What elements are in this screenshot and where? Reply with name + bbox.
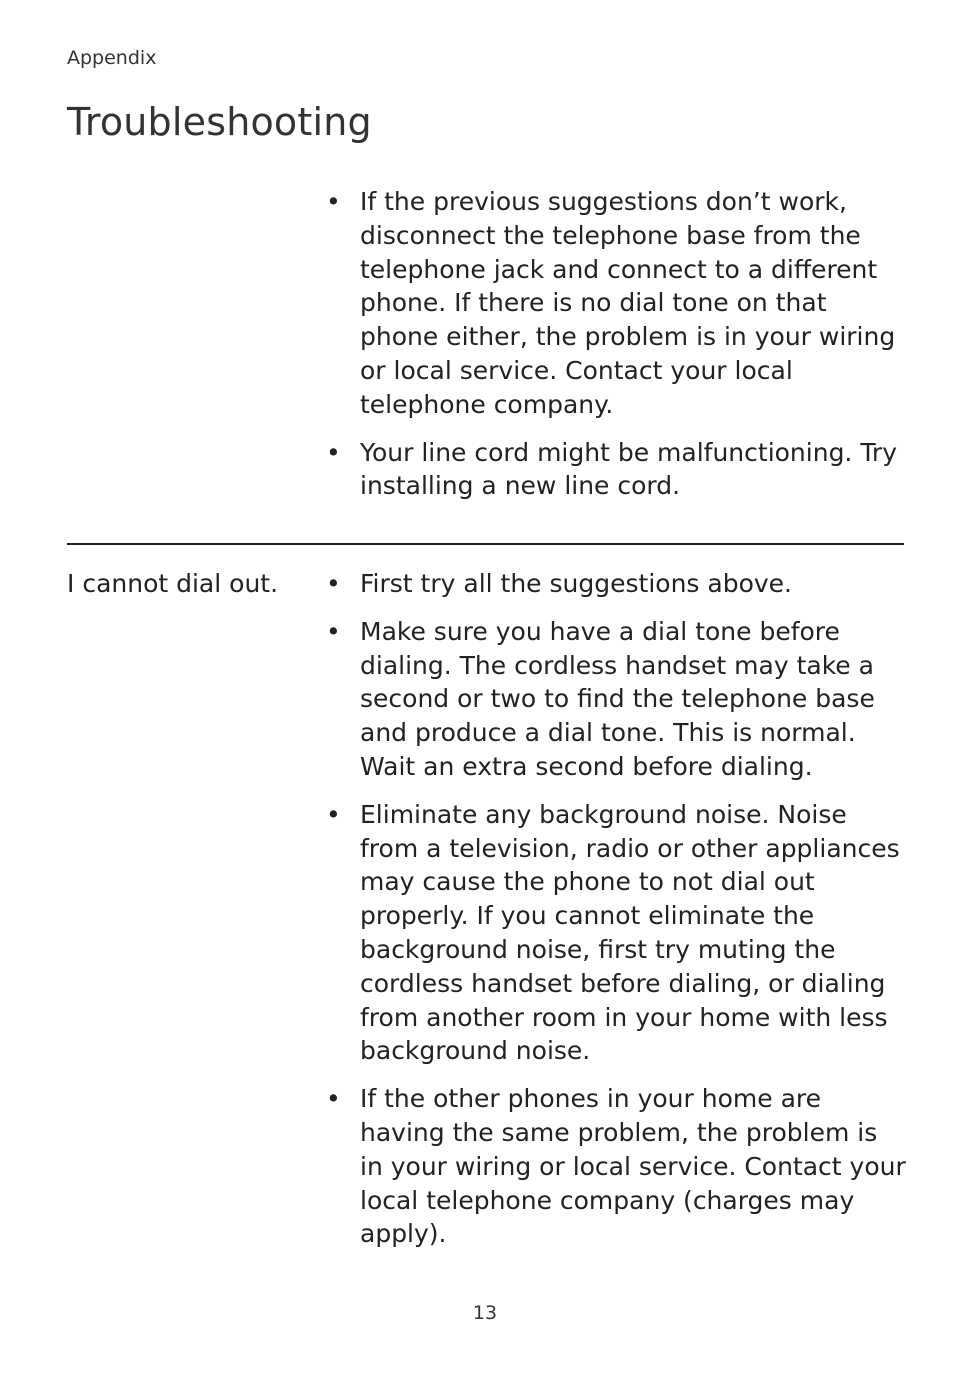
bullet-icon: •: [326, 569, 341, 598]
bullet-icon: •: [326, 187, 341, 216]
solution-text: Eliminate any background noise. Noise from a television, radio or other appliances may cause the phone to not dial out properly. If you cannot eliminate the background noise, first try muting the cordless handset before dialing, or dialing from another room in your home with less background noise.: [360, 799, 900, 1066]
list-item: [326, 567, 906, 601]
list-item: [326, 185, 906, 422]
problem-label: I cannot dial out.: [67, 569, 279, 598]
solution-text: Make sure you have a dial tone before dialing. The cordless handset may take a second or two to find the telephone base and produce a dial tone. This is normal. Wait an extra second before dialing.: [360, 616, 875, 781]
solution-text: First try all the suggestions above.: [360, 569, 792, 598]
list-item: [326, 615, 906, 784]
bullet-icon: •: [326, 799, 341, 829]
row-divider: [67, 543, 904, 545]
list-item: [326, 436, 906, 504]
solution-text: If the other phones in your home are having the same problem, the problem is in your wiring or local service. Contact your local telephone company (charges may apply).: [360, 1084, 906, 1249]
page-title: Troubleshooting: [67, 100, 372, 144]
list-item: [326, 798, 906, 1068]
solution-text: Your line cord might be malfunctioning. Try installing a new line cord.: [360, 437, 897, 501]
bullet-icon: •: [326, 1084, 341, 1114]
page-number: 13: [472, 1302, 498, 1324]
list-item: [326, 1082, 906, 1251]
section-label: Appendix: [67, 47, 157, 69]
solution-text: If the previous suggestions don’t work, disconnect the telephone base from the telephone jack and connect to a different phone. If there is no dial tone on that phone either, the problem is in your wiring or local service. Contact your local telephone company.: [360, 187, 896, 419]
solution-list: [326, 185, 906, 517]
solution-list: [326, 567, 906, 1265]
bullet-icon: •: [326, 616, 341, 646]
bullet-icon: •: [326, 437, 341, 467]
